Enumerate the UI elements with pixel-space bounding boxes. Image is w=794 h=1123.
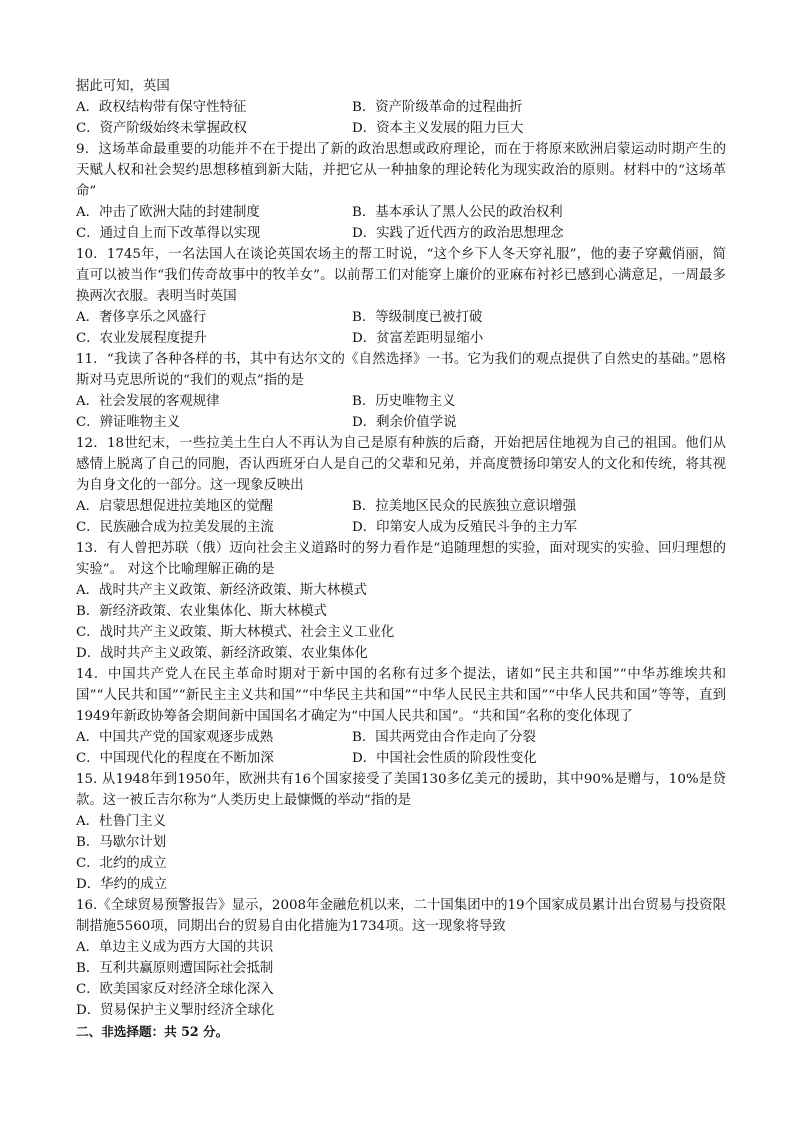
question-15-option-a: A．杜鲁门主义 <box>76 814 167 829</box>
question-8-stem-tail: 据此可知，英国 <box>76 79 170 94</box>
question-11-options-row-1 <box>76 391 726 412</box>
question-8-options-row-2 <box>76 118 726 139</box>
question-12-options-row-2 <box>76 517 726 538</box>
question-8-options-row-1 <box>76 97 726 118</box>
question-16-option-d: D．贸易保护主义掣肘经济全球化 <box>76 1003 275 1018</box>
question-10-option-d: D．贫富差距明显缩小 <box>352 331 484 346</box>
question-10-option-b: B．等级制度已被打破 <box>352 310 483 325</box>
question-9-options-row-1 <box>76 202 726 223</box>
question-15-stem: 15. 从1948年到1950年，欧洲共有16个国家接受了美国130多亿美元的援助，其中90%是赠与，10%是贷款。这一被丘吉尔称为“人类历史上最慷慨的举动”指的是 <box>76 772 726 808</box>
question-13-option-c: C．战时共产主义政策、斯大林模式、社会主义工业化 <box>76 625 395 640</box>
question-14-option-c: C．中国现代化的程度在不断加深 <box>76 751 274 766</box>
question-10-stem: 10．1745年，一名法国人在谈论英国农场主的帮工时说，“这个乡下人冬天穿礼服”，他的妻子穿戴俏丽，简直可以被当作“我们传奇故事中的牧羊女”。以前帮工们对能穿上廉价的亚麻布衬衫已感到心满意足，一周最多换两次衣服。表明当时英国 <box>76 247 726 304</box>
question-14-option-b: B．国共两党由合作走向了分裂 <box>352 730 536 745</box>
question-16-option-b: B．互利共赢原则遭国际社会抵制 <box>76 961 274 976</box>
question-11-options-row-2 <box>76 412 726 433</box>
question-9-stem: 9．这场革命最重要的功能并不在于提出了新的政治思想或政府理论，而在于将原来欧洲启蒙运动时期产生的天赋人权和社会契约思想移植到新大陆，并把它从一种抽象的理论转化为现实政治的原则。材料中的“这场革命” <box>76 142 726 199</box>
question-11-option-a: A．社会发展的客观规律 <box>76 394 220 409</box>
question-10-options-row-1 <box>76 307 726 328</box>
question-14-option-a: A．中国共产党的国家观逐步成熟 <box>76 730 274 745</box>
question-12-option-a: A．启蒙思想促进拉美地区的觉醒 <box>76 499 274 514</box>
question-15-option-b: B．马歇尔计划 <box>76 835 167 850</box>
question-10-option-a: A．奢侈享乐之风盛行 <box>76 310 207 325</box>
question-13-stem: 13．有人曾把苏联（俄）迈向社会主义道路时的努力看作是“追随理想的实验，面对现实的实验、回归理想的实验”。 对这个比喻理解正确的是 <box>76 541 726 577</box>
question-14-options-row-1 <box>76 727 726 748</box>
question-16-option-c: C．欧美国家反对经济全球化深入 <box>76 982 274 997</box>
question-12-options-row-1 <box>76 496 726 517</box>
question-12-stem: 12．18世纪末，一些拉美土生白人不再认为自己是原有种族的后裔，开始把居住地视为自己的祖国。他们从感情上脱离了自己的同胞，否认西班牙白人是自己的父辈和兄弟，并高度赞扬印第安人的文化和传统，将其视为自身文化的一部分。这一现象反映出 <box>76 436 726 493</box>
question-16-option-a: A．单边主义成为西方大国的共识 <box>76 940 274 955</box>
question-15-option-c: C．北约的成立 <box>76 856 167 871</box>
question-11-option-d: D．剩余价值学说 <box>352 415 457 430</box>
question-9-option-a: A．冲击了欧洲大陆的封建制度 <box>76 205 260 220</box>
question-13-option-b: B．新经济政策、农业集体化、斯大林模式 <box>76 604 327 619</box>
question-12-option-b: B．拉美地区民众的民族独立意识增强 <box>352 499 577 514</box>
question-8-option-a: A．政权结构带有保守性特征 <box>76 100 247 115</box>
question-9-options-row-2 <box>76 223 726 244</box>
question-12-option-d: D．印第安人成为反殖民斗争的主力军 <box>352 520 577 535</box>
question-13-option-a: A．战时共产主义政策、新经济政策、斯大林模式 <box>76 583 367 598</box>
question-14-stem: 14．中国共产党人在民主革命时期对于新中国的名称有过多个提法，诸如“民主共和国”“中华苏维埃共和国”“人民共和国”“新民主主义共和国”“中华民主共和国”“中华人民民主共和国”“中华人民共和国”等等，直到1949年新政协筹备会期间新中国国名才确定为“中国人民共和国”。“共和国”名称的变化体现了 <box>76 667 726 724</box>
section-2-heading: 二、非选择题：共 52 分。 <box>76 1024 229 1039</box>
question-11-stem: 11．“我读了各种各样的书，其中有达尔文的《自然选择》一书。它为我们的观点提供了自然史的基础。”恩格斯对马克思所说的“我们的观点”指的是 <box>76 352 726 388</box>
question-9-option-b: B．基本承认了黑人公民的政治权利 <box>352 205 563 220</box>
question-15-option-d: D．华约的成立 <box>76 877 168 892</box>
question-13-option-d: D．战时共产主义政策、新经济政策、农业集体化 <box>76 646 368 661</box>
question-14-option-d: D．中国社会性质的阶段性变化 <box>352 751 537 766</box>
question-9-option-d: D．实践了近代西方的政治思想理念 <box>352 226 564 241</box>
question-12-option-c: C．民族融合成为拉美发展的主流 <box>76 520 274 535</box>
page-content <box>76 76 726 1042</box>
question-8-option-d: D．资本主义发展的阻力巨大 <box>352 121 524 136</box>
question-9-option-c: C．通过自上而下改革得以实现 <box>76 226 261 241</box>
question-8-option-c: C．资产阶级始终未掌握政权 <box>76 121 247 136</box>
question-11-option-c: C．辨证唯物主义 <box>76 415 180 430</box>
question-14-options-row-2 <box>76 748 726 769</box>
question-16-stem: 16.《全球贸易预警报告》显示，2008年金融危机以来，二十国集团中的19个国家成员累计出台贸易与投资限制措施5560项，同期出台的贸易自由化措施为1734项。这一现象将导致 <box>76 898 726 934</box>
question-10-options-row-2 <box>76 328 726 349</box>
question-8-option-b: B．资产阶级革命的过程曲折 <box>352 100 523 115</box>
question-10-option-c: C．农业发展程度提升 <box>76 331 207 346</box>
question-11-option-b: B．历史唯物主义 <box>352 394 456 409</box>
